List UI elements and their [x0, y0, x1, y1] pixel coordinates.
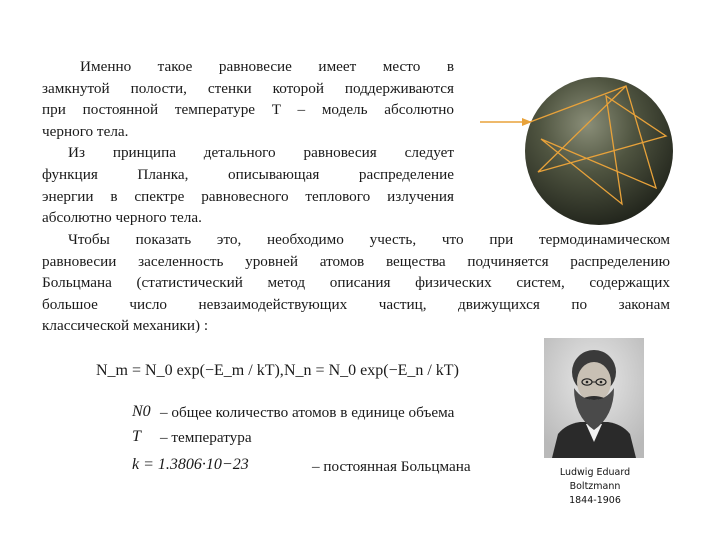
boltzmann-portrait	[544, 338, 644, 458]
t-definition: – температура	[160, 429, 252, 446]
text-line: при постоянной температуре T – модель абсолютно	[42, 101, 454, 119]
n0-symbol: N0	[132, 403, 151, 420]
caption-line: Boltzmann	[569, 481, 621, 492]
text-line: Больцмана (статистический метод описания физических систем, содержащих	[42, 274, 670, 292]
k-symbol: k = 1.3806·10−23	[132, 456, 249, 473]
text-line: большое число невзаимодействующих частиц, движущихся по законам	[42, 295, 670, 313]
paragraph-boltzmann	[42, 229, 670, 337]
text-line: абсолютно черного тела.	[42, 209, 202, 227]
text-line: замкнутой полости, стенки которой поддерживаются	[42, 79, 454, 97]
text-line: Чтобы показать это, необходимо учесть, что при термодинамическом	[68, 231, 670, 248]
blackbody-cavity-illustration	[476, 76, 676, 236]
text-line: Из принципа детального равновесия следует	[68, 144, 454, 162]
text-line: черного тела.	[42, 122, 129, 140]
sphere	[525, 77, 673, 225]
cavity-sphere-svg	[476, 76, 676, 236]
n0-definition: – общее количество атомов в единице объема	[160, 404, 455, 421]
boltzmann-formula-m	[96, 362, 284, 380]
text-line: функция Планка, описывающая распределение	[42, 165, 454, 183]
boltzmann-formula-n	[284, 362, 459, 380]
t-symbol: T	[132, 428, 141, 445]
text-line: равновесии заселенность уровней атомов вещества подчиняется распределению	[42, 252, 670, 270]
text-line: Именно такое равновесие имеет место в	[80, 58, 454, 75]
text-line: классической механики) :	[42, 317, 209, 335]
paragraph-cavity-equilibrium	[42, 56, 454, 229]
formula-text: N_n = N_0 exp(−E_n / kT)	[284, 362, 459, 379]
formula-text: N_m = N_0 exp(−E_m / kT),	[96, 362, 284, 379]
portrait-caption	[546, 466, 644, 508]
caption-line: Ludwig Eduard	[559, 467, 631, 478]
caption-line: 1844-1906	[569, 495, 621, 506]
text-line: энергии в спектре равновесного теплового излучения	[42, 187, 454, 205]
portrait-svg	[544, 338, 644, 458]
k-definition: – постоянная Больцмана	[312, 458, 471, 475]
